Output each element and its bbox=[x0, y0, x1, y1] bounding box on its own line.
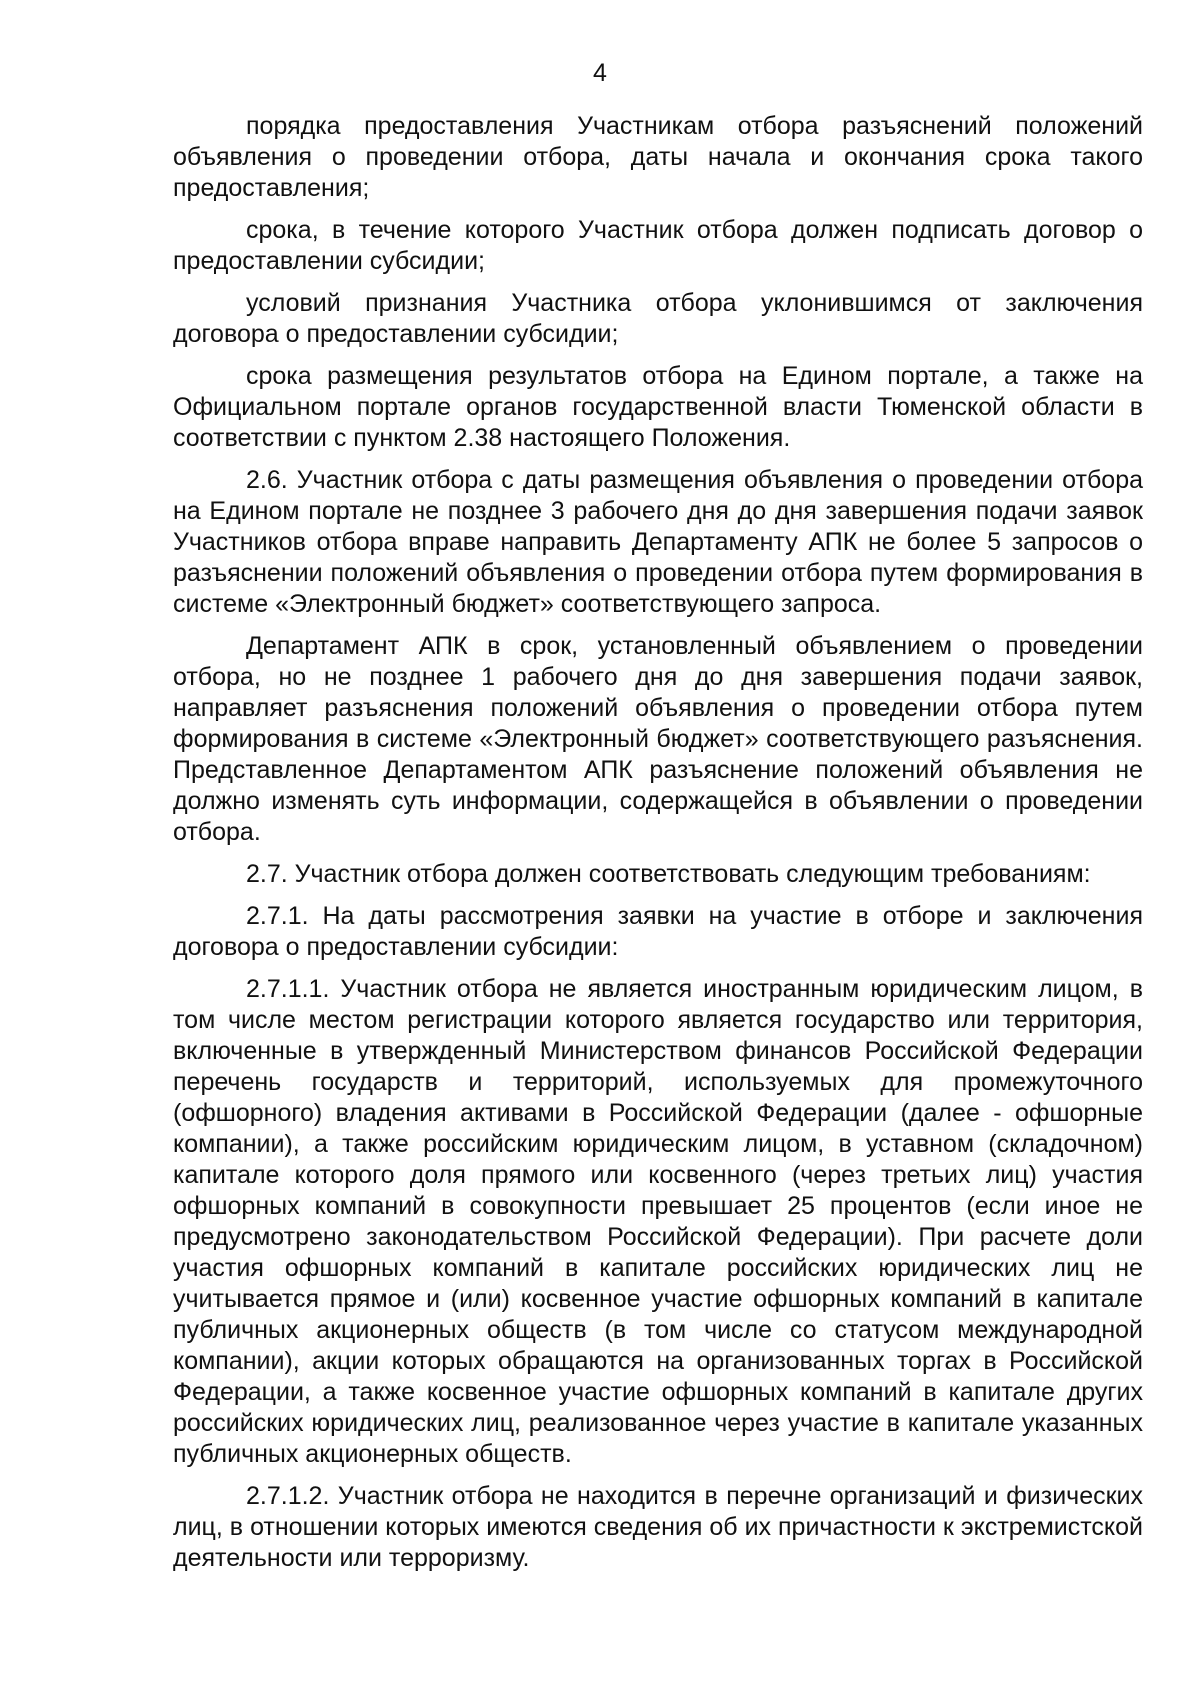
paragraph-department-clarifications: Департамент АПК в срок, установленный объявлением о проведении отбора, но не позднее 1 рабочего дня до дня завершения подачи заявок, направляет разъяснения положений объявления о проведении отбора путем формирования в системе «Электронный бюджет» соответствующего разъяснения. Представленное Департаментом АПК разъяснение положений объявления не должно изменять суть информации, содержащейся в объявлении о проведении отбора. bbox=[173, 632, 1143, 846]
paragraph-results-publication: срока размещения результатов отбора на Едином портале, а также на Официальном портале органов государственной власти Тюменской области в соответствии с пунктом 2.38 настоящего Положения. bbox=[173, 362, 1143, 452]
paragraph-2-6: 2.6. Участник отбора с даты размещения объявления о проведении отбора на Едином портале не позднее 3 рабочего дня до дня завершения подачи заявок Участников отбора вправе направить Департаменту АПК не более 5 запросов о разъяснении положений объявления о проведении отбора путем формирования в системе «Электронный бюджет» соответствующего запроса. bbox=[173, 466, 1143, 618]
paragraph-contract-signing-term: срока, в течение которого Участник отбора должен подписать договор о предоставлении субсидии; bbox=[173, 216, 1143, 275]
paragraph-clarifications-order: порядка предоставления Участникам отбора разъяснений положений объявления о проведении отбора, даты начала и окончания срока такого предоставления; bbox=[173, 112, 1143, 202]
paragraph-2-7-1-1: 2.7.1.1. Участник отбора не является иностранным юридическим лицом, в том числе местом регистрации которого является государство или территория, включенные в утвержденный Министерством финансов Российской Федерации перечень государств и территорий, используемых для промежуточного (офшорного) владения активами в Российской Федерации (далее - офшорные компании), а также российским юридическим лицом, в уставном (складочном) капитале которого доля прямого или косвенного (через третьих лиц) участия офшорных компаний в совокупности превышает 25 процентов (если иное не предусмотрено законодательством Российской Федерации). При расчете доли участия офшорных компаний в капитале российских юридических лиц не учитывается прямое и (или) косвенное участие офшорных компаний в капитале публичных акционерных обществ (в том числе со статусом международной компании), акции которых обращаются на организованных торгах в Российской Федерации, а также косвенное участие офшорных компаний в капитале других российских юридических лиц, реализованное через участие в капитале указанных публичных акционерных обществ. bbox=[173, 975, 1143, 1468]
page-number: 4 bbox=[593, 59, 607, 87]
paragraph-2-7-1: 2.7.1. На даты рассмотрения заявки на участие в отборе и заключения договора о предоставлении субсидии: bbox=[173, 902, 1143, 961]
paragraph-evasion-conditions: условий признания Участника отбора уклонившимся от заключения договора о предоставлении субсидии; bbox=[173, 289, 1143, 348]
document-body bbox=[173, 111, 1143, 1574]
paragraph-2-7-1-2: 2.7.1.2. Участник отбора не находится в перечне организаций и физических лиц, в отношении которых имеются сведения об их причастности к экстремистской деятельности или терроризму. bbox=[173, 1482, 1143, 1572]
paragraph-2-7: 2.7. Участник отбора должен соответствовать следующим требованиям: bbox=[246, 860, 1091, 888]
